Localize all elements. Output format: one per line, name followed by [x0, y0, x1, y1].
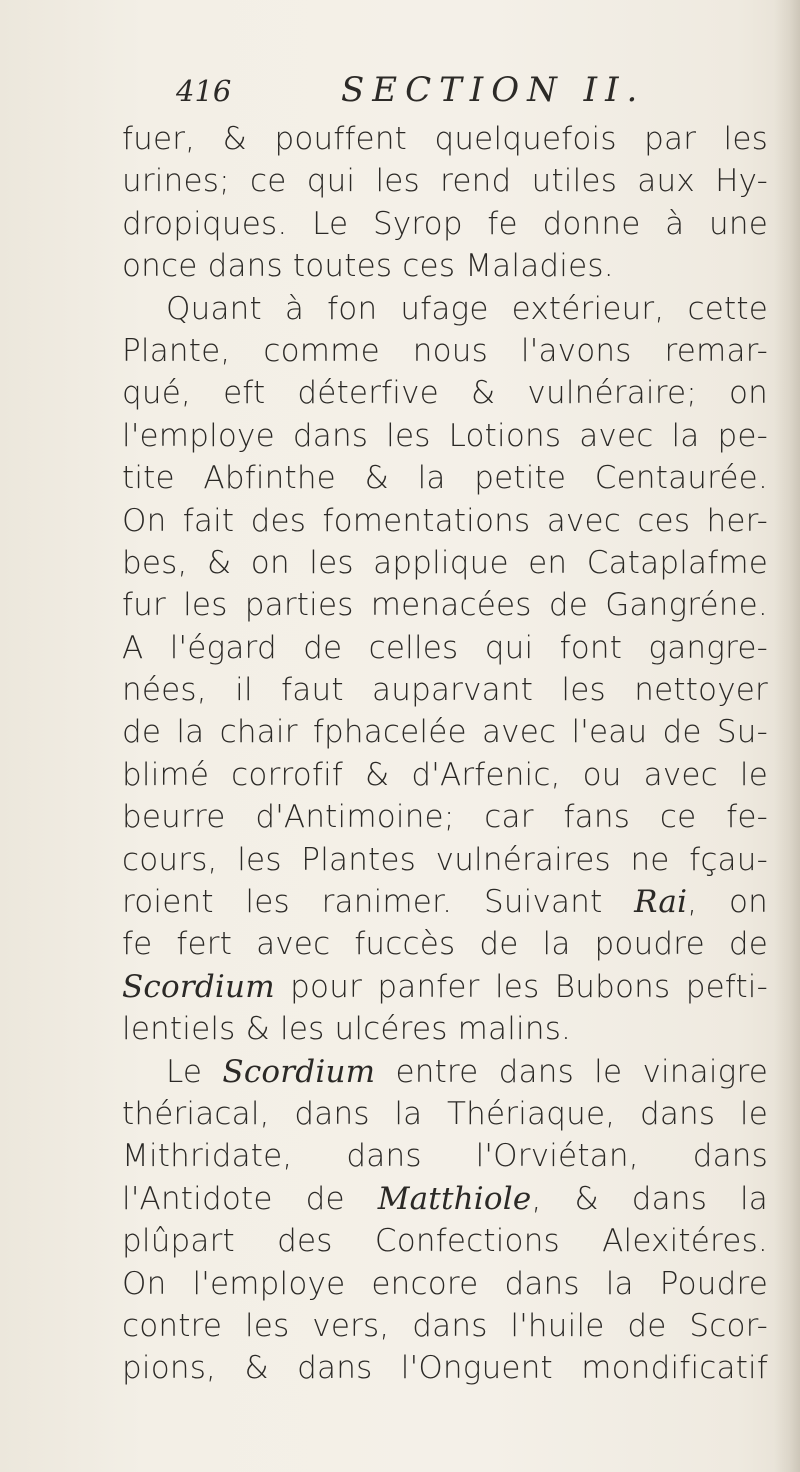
text-line: Plante, comme nous l'avons remar- [122, 332, 768, 369]
text-line [122, 1347, 768, 1389]
text-line [122, 966, 768, 1008]
text-line: qué, eft déterfive & vulnéraire; on [122, 375, 768, 412]
text-line [122, 923, 768, 965]
text-segment: pions, & dans l'Onguent mondificatif [122, 1350, 768, 1387]
italic-name: Scordium [122, 968, 275, 1005]
text-line: tite Abfinthe & la petite Centaurée. [122, 460, 768, 497]
text-line [122, 1008, 768, 1050]
text-segment: fe fert avec fuccès de la poudre de [122, 926, 768, 963]
text-line [122, 1178, 768, 1220]
text-line: bes, & on les applique en Cataplafme [122, 544, 768, 581]
text-segment: cours, les Plantes vulnéraires ne fçau- [122, 841, 768, 878]
text-line: A l'égard de celles qui font gangre- [122, 629, 768, 666]
text-line [122, 881, 768, 923]
page-number: 416 [176, 74, 232, 108]
text-line: once dans toutes ces Maladies. [122, 248, 614, 285]
text-line: Quant à fon ufage extérieur, cette [166, 290, 768, 327]
body-text [122, 118, 768, 1390]
italic-name: Scordium [222, 1053, 376, 1090]
text-segment: lentiels & les ulcéres malins. [122, 1011, 572, 1048]
text-line: urines; ce qui les rend utiles aux Hy- [122, 163, 768, 200]
text-line [122, 1305, 768, 1347]
text-segment: Mithridate, dans l'Orviétan, dans [122, 1138, 768, 1175]
page-header [176, 70, 696, 114]
text-segment: thériacal, dans la Thériaque, dans le [122, 1095, 768, 1132]
text-segment: l'Antidote de [122, 1180, 378, 1217]
italic-name: Matthiole [377, 1180, 532, 1217]
text-line: fur les parties menacées de Gangréne. [122, 587, 768, 624]
text-line [122, 839, 768, 881]
text-line [122, 1135, 768, 1177]
text-line: On fait des fomentations avec ces her- [122, 502, 768, 539]
text-line [122, 1263, 768, 1305]
text-line [122, 1220, 768, 1262]
text-segment: Le [166, 1053, 223, 1090]
text-segment: , on [687, 884, 768, 921]
text-line: de la chair fphacelée avec l'eau de Su- [122, 714, 768, 751]
italic-name: Rai [634, 884, 688, 921]
text-segment: , & dans la [531, 1180, 768, 1217]
text-line: blimé corrofif & d'Arfenic, ou avec le [122, 756, 768, 793]
running-head: SECTION II. [341, 70, 646, 110]
text-line [122, 1051, 768, 1093]
text-segment: On l'employe encore dans la Poudre [122, 1265, 768, 1302]
text-segment: contre les vers, dans l'huile de Scor- [122, 1307, 768, 1344]
text-segment: roient les ranimer. Suivant [122, 884, 635, 921]
text-line [122, 1093, 768, 1135]
text-line: beurre d'Antimoine; car fans ce fe- [122, 799, 768, 836]
text-line: dropiques. Le Syrop fe donne à une [122, 205, 768, 242]
text-line: nées, il faut auparvant les nettoyer [122, 672, 768, 709]
text-segment: entre dans le vinaigre [375, 1053, 768, 1090]
text-segment: plûpart des Confections Alexitéres. [122, 1223, 768, 1260]
text-line: l'employe dans les Lotions avec la pe- [122, 417, 768, 454]
page-gutter-shadow [774, 0, 800, 1472]
text-line: fuer, & pouffent quelquefois par les [122, 121, 768, 157]
text-segment: pour panfer les Bubons pefti- [274, 968, 768, 1005]
